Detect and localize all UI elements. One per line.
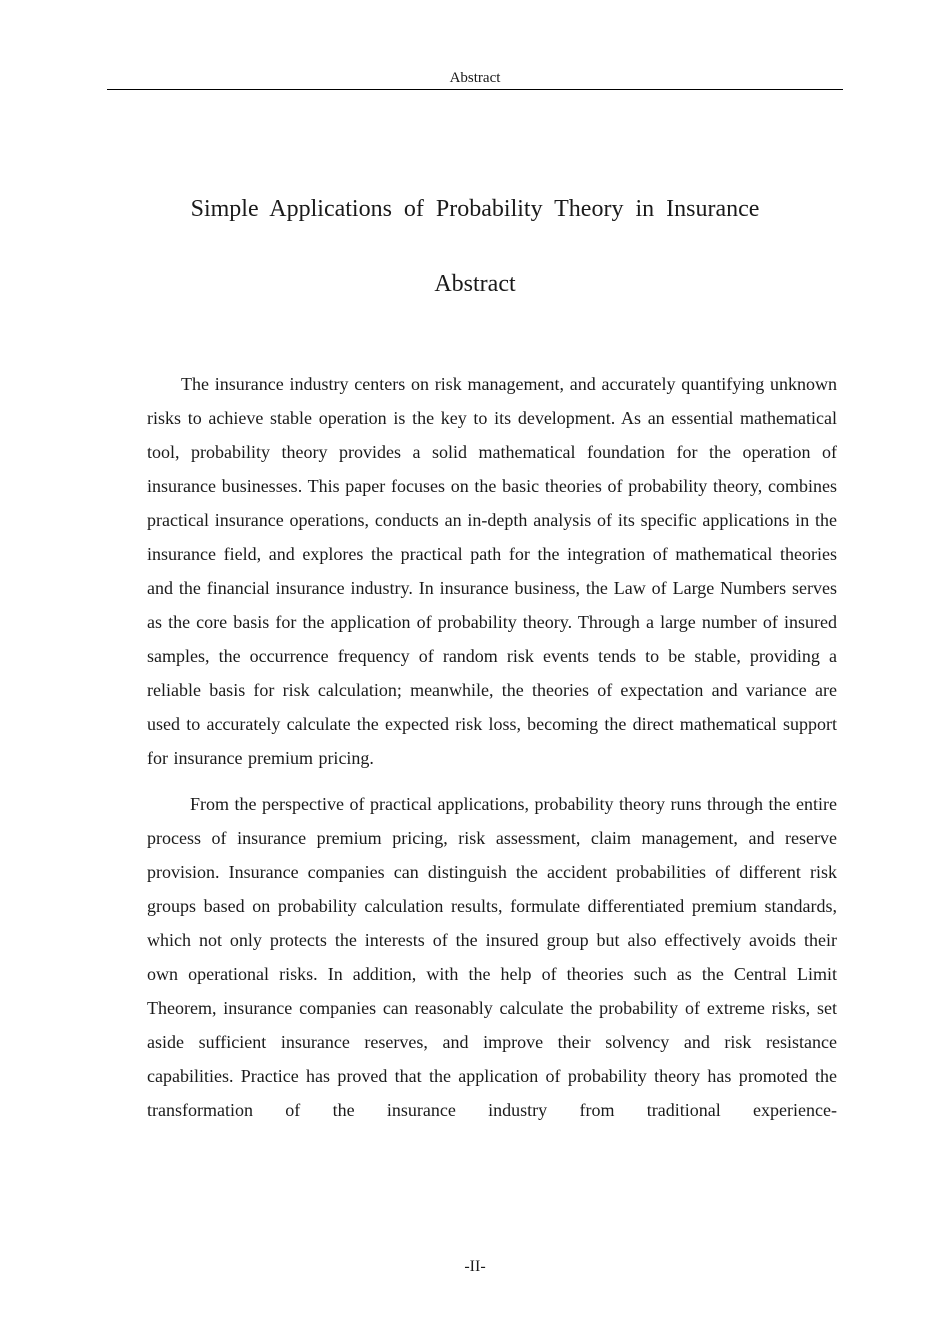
abstract-heading: Abstract — [434, 271, 516, 297]
paper-title: Simple Applications of Probability Theory in Insurance — [190, 196, 760, 222]
abstract-body — [147, 367, 837, 1127]
running-header: Abstract — [449, 70, 501, 86]
header-rule — [107, 89, 843, 90]
page-number: -II- — [464, 1258, 486, 1275]
abstract-paragraph-1: The insurance industry centers on risk management, and accurately quantifying unknown risks to achieve stable operation is the key to its development. As an essential mathematical tool, probability theory provides a solid mathematical foundation for the operation of insurance businesses. This paper focuses on the basic theories of probability theory, combines practical insurance operations, conducts an in-depth analysis of its specific applications in the insurance field, and explores the practical path for the integration of mathematical theories and the financial insurance industry. In insurance business, the Law of Large Numbers serves as the core basis for the application of probability theory. Through a large number of insured samples, the occurrence frequency of random risk events tends to be stable, providing a reliable basis for risk calculation; meanwhile, the theories of expectation and variance are used to accurately calculate the expected risk loss, becoming the direct mathematical support for insurance premium pricing. — [147, 374, 837, 768]
abstract-paragraph-2: From the perspective of practical applications, probability theory runs through the entire process of insurance premium pricing, risk assessment, claim management, and reserve provision. Insurance companies can distinguish the accident probabilities of different risk groups based on probability calculation results, formulate differentiated premium standards, which not only protects the interests of the insured group but also effectively avoids their own operational risks. In addition, with the help of theories such as the Central Limit Theorem, insurance companies can reasonably calculate the probability of extreme risks, set aside sufficient insurance reserves, and improve their solvency and risk resistance capabilities. Practice has proved that the application of probability theory has promoted the transformation of the insurance industry from traditional experience- — [147, 794, 837, 1120]
